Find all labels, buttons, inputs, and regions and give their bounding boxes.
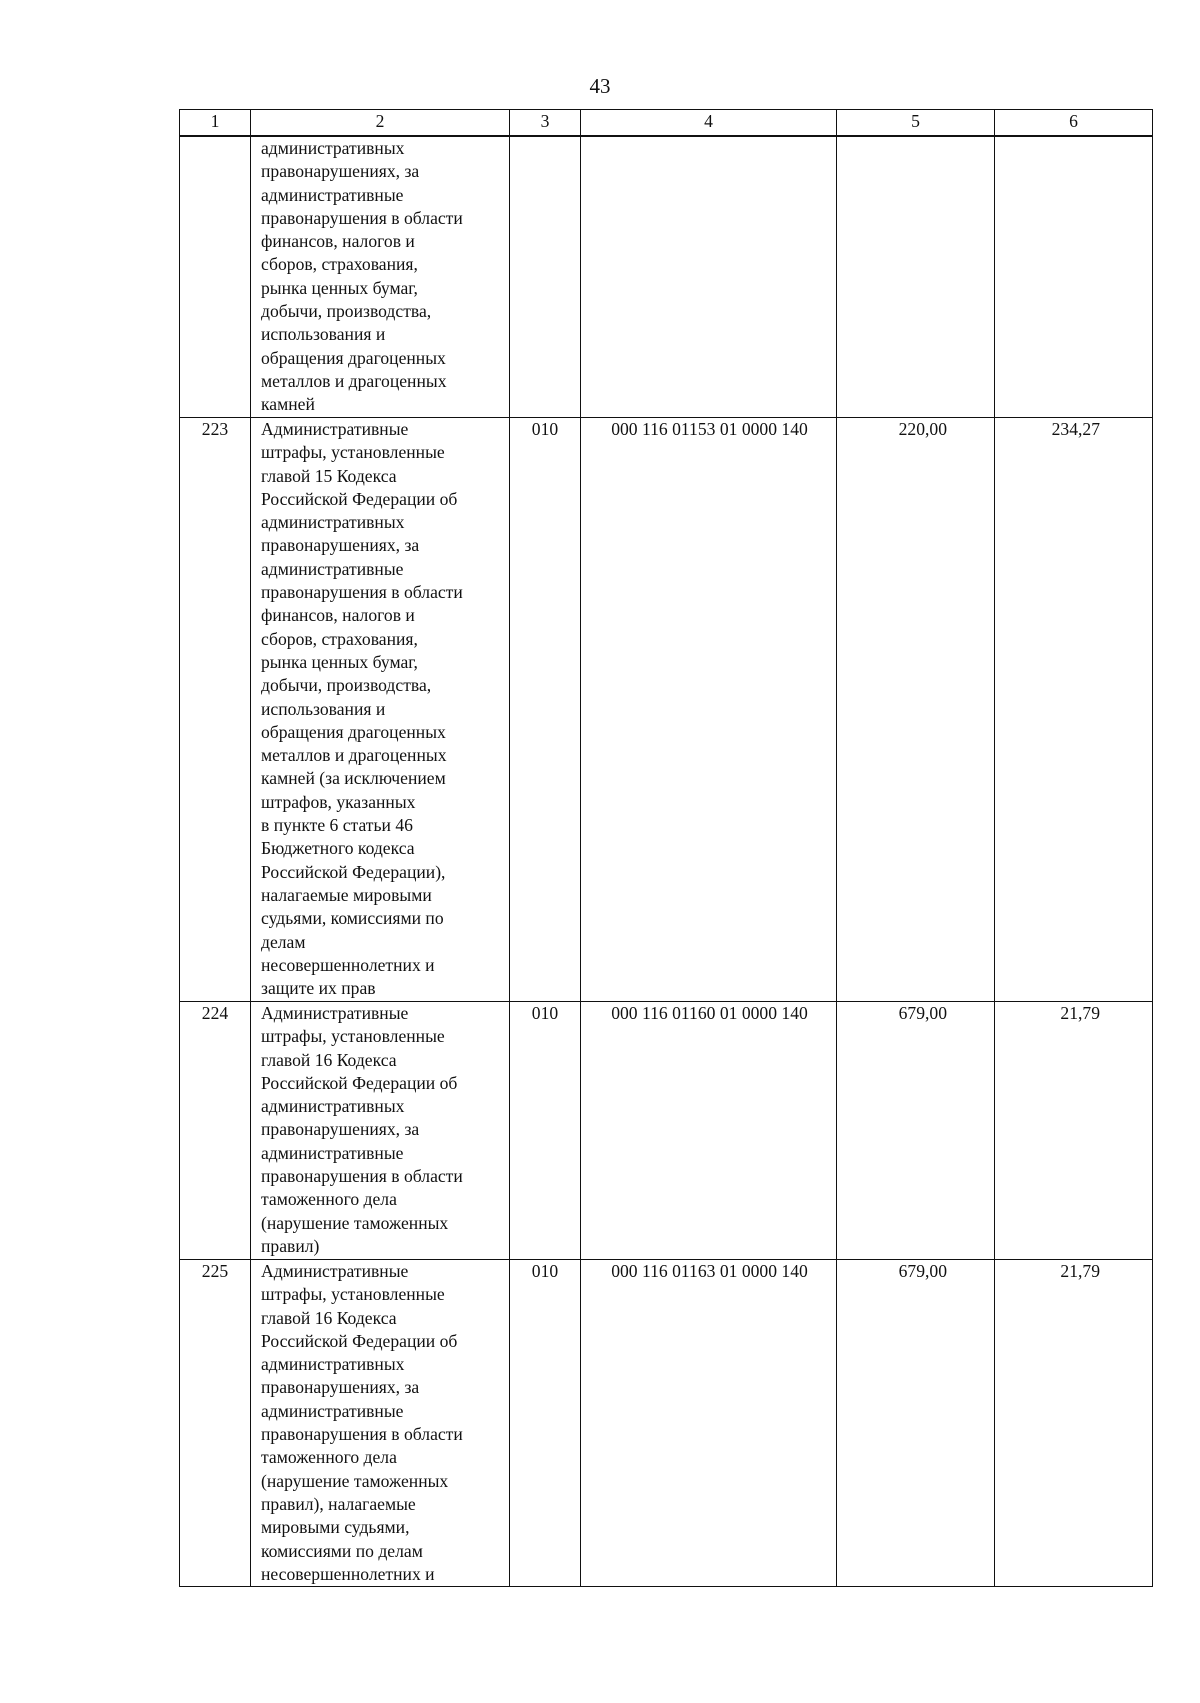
table-row <box>180 1260 1153 1587</box>
row-amount-col6: 234,27 <box>995 418 1153 1002</box>
column-header-4: 4 <box>581 110 837 137</box>
row-admin-code: 010 <box>510 418 581 1002</box>
row-amount-col6: 21,79 <box>995 1260 1153 1587</box>
row-budget-code <box>581 136 837 418</box>
row-budget-code: 000 116 01153 01 0000 140 <box>581 418 837 1002</box>
column-header-6: 6 <box>995 110 1153 137</box>
row-number <box>180 136 251 418</box>
table-row-continued <box>180 136 1153 418</box>
row-admin-code <box>510 136 581 418</box>
column-number-header-row <box>180 110 1153 137</box>
row-amount-col5: 679,00 <box>837 1002 995 1260</box>
row-description: Административные штрафы, установленные главой 15 Кодекса Российской Федерации об административных правонарушениях, за административные правонарушения в области финансов, налогов и сборов, страхования, рынка ценных бумаг, добычи, производства, использования и обращения драгоценных металлов и драгоценных камней (за исключением штрафов, указанных в пункте 6 статьи 46 Бюджетного кодекса Российской Федерации), налагаемые мировыми судьями, комиссиями по делам несовершеннолетних и защите их прав <box>251 418 510 1002</box>
row-description: Административные штрафы, установленные главой 16 Кодекса Российской Федерации об административных правонарушениях, за административные правонарушения в области таможенного дела (нарушение таможенных правил), налагаемые мировыми судьями, комиссиями по делам несовершеннолетних и <box>251 1260 510 1587</box>
row-admin-code: 010 <box>510 1002 581 1260</box>
column-header-1: 1 <box>180 110 251 137</box>
revenue-table-container <box>179 109 1152 1587</box>
row-budget-code: 000 116 01163 01 0000 140 <box>581 1260 837 1587</box>
row-amount-col6: 21,79 <box>995 1002 1153 1260</box>
row-amount-col6 <box>995 136 1153 418</box>
row-number: 224 <box>180 1002 251 1260</box>
row-amount-col5: 220,00 <box>837 418 995 1002</box>
row-amount-col5: 679,00 <box>837 1260 995 1587</box>
row-number: 225 <box>180 1260 251 1587</box>
page-number: 43 <box>589 74 611 98</box>
row-description: административных правонарушениях, за административные правонарушения в области финансов, налогов и сборов, страхования, рынка ценных бумаг, добычи, производства, использования и обращения драгоценных металлов и драгоценных камней <box>251 136 510 418</box>
table-row <box>180 1002 1153 1260</box>
table-row <box>180 418 1153 1002</box>
revenue-table <box>179 109 1153 1587</box>
column-header-5: 5 <box>837 110 995 137</box>
column-header-3: 3 <box>510 110 581 137</box>
row-description: Административные штрафы, установленные главой 16 Кодекса Российской Федерации об административных правонарушениях, за административные правонарушения в области таможенного дела (нарушение таможенных правил) <box>251 1002 510 1260</box>
row-amount-col5 <box>837 136 995 418</box>
row-budget-code: 000 116 01160 01 0000 140 <box>581 1002 837 1260</box>
column-header-2: 2 <box>251 110 510 137</box>
row-number: 223 <box>180 418 251 1002</box>
row-admin-code: 010 <box>510 1260 581 1587</box>
